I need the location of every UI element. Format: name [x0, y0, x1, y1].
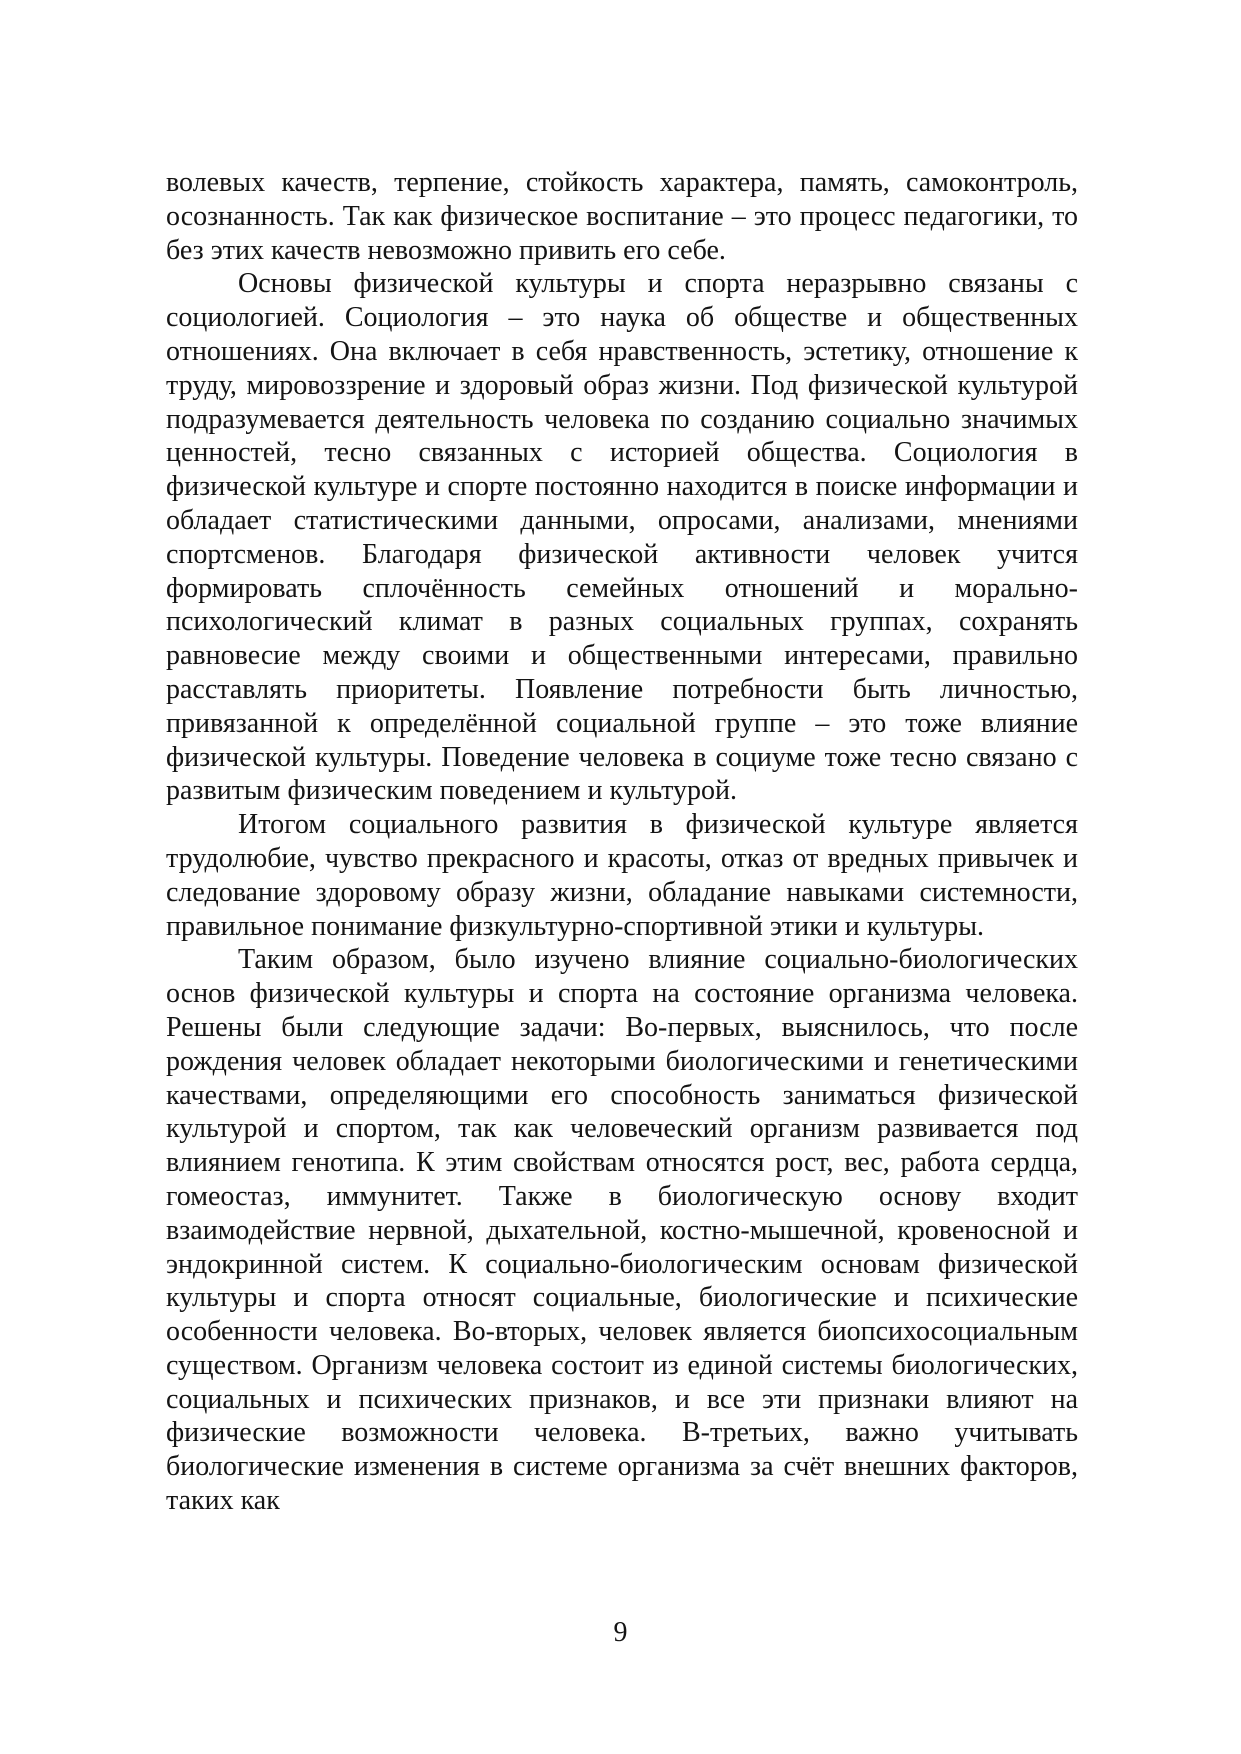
- paragraph-social-development: Итогом социального развития в физической культуре является трудолюбие, чувство прекрасного и красоты, отказ от вредных привычек и следование здоровому образу жизни, обладание навыками системности, правильное понимание физкультурно-спортивной этики и культуры.: [166, 809, 1078, 942]
- paragraph-continuation: волевых качеств, терпение, стойкость характера, память, самоконтроль, осознанность. Так как физическое воспитание – это процесс педагогики, то без этих качеств невозможно привить его себе.: [166, 167, 1078, 266]
- paragraph-sociology: Основы физической культуры и спорта неразрывно связаны с социологией. Социология – это наука об обществе и общественных отношениях. Она включает в себя нравственность, эстетику, отношение к труду, мировоззрение и здоровый образ жизни. Под физической культурой подразумевается деятельность человека по созданию социально значимых ценностей, тесно связанных с историей общества. Социология в физической культуре и спорте постоянно находится в поиске информации и обладает статистическими данными, опросами, анализами, мнениями спортсменов. Благодаря физической активности человек учится формировать сплочённость семейных отношений и морально-психологический климат в разных социальных группах, сохранять равновесие между своими и общественными интересами, правильно расставлять приоритеты. Появление потребности быть личностью, привязанной к определённой социальной группе – это тоже влияние физической культуры. Поведение человека в социуме тоже тесно связано с развитым физическим поведением и культурой.: [166, 268, 1078, 807]
- page-number: 9: [613, 1617, 628, 1648]
- paragraph-conclusion: Таким образом, было изучено влияние социально-биологических основ физической культуры и спорта на состояние организма человека. Решены были следующие задачи: Во-первых, выяснилось, что после рождения человек обладает некоторыми биологическими и генетическими качествами, определяющими его способность заниматься физической культурой и спортом, так как человеческий организм развивается под влиянием генотипа. К этим свойствам относятся рост, вес, работа сердца, гомеостаз, иммунитет. Также в биологическую основу входит взаимодействие нервной, дыхательной, костно-мышечной, кровеносной и эндокринной систем. К социально-биологическим основам физической культуры и спорта относят социальные, биологические и психические особенности человека. Во-вторых, человек является биопсихосоциальным существом. Организм человека состоит из единой системы биологических, социальных и психических признаков, и все эти признаки влияют на физические возможности человека. В-третьих, важно учитывать биологические изменения в системе организма за счёт внешних факторов, таких как: [166, 944, 1078, 1517]
- body-text: [166, 166, 1078, 1518]
